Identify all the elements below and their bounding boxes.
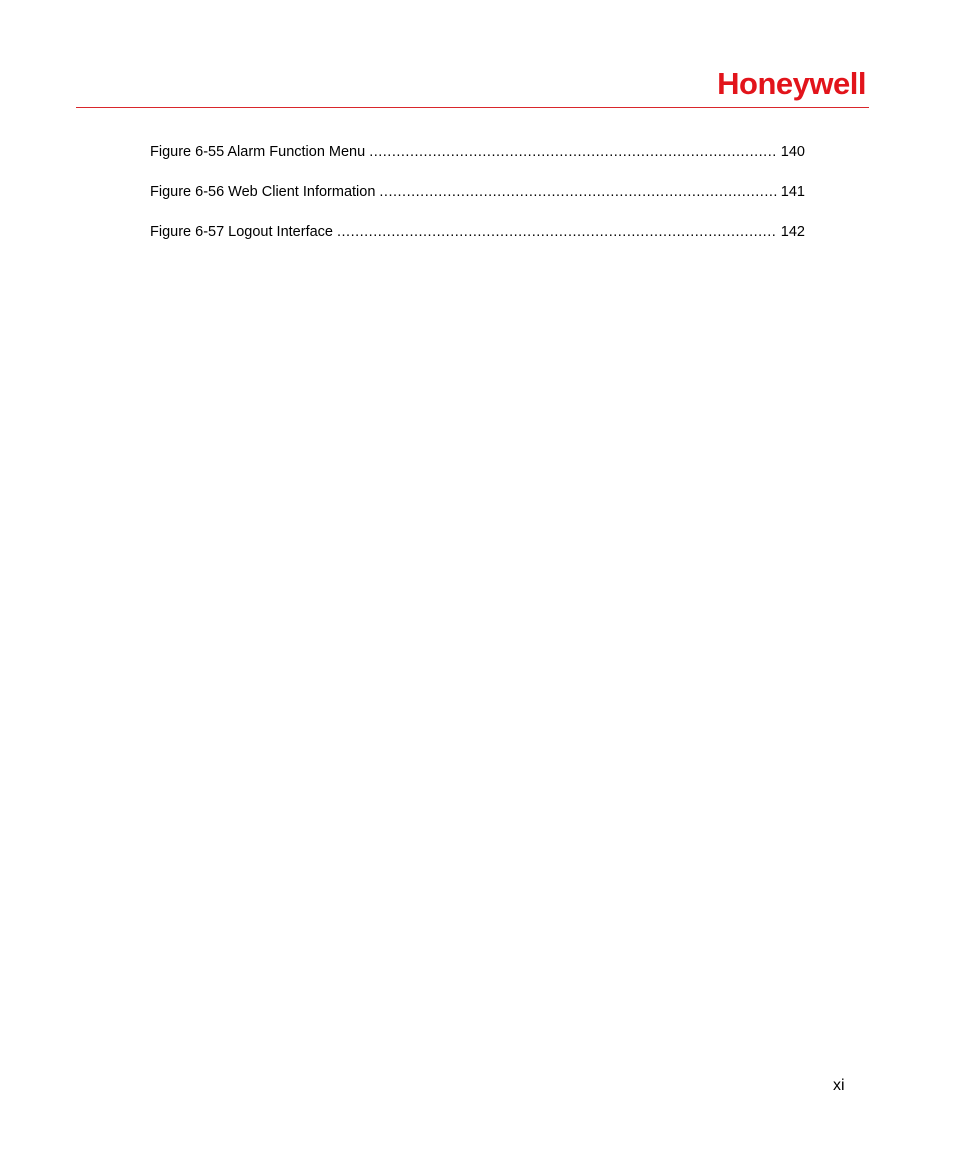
table-of-figures [150, 142, 805, 262]
header-divider [76, 107, 869, 108]
toc-leader-dots [379, 182, 776, 202]
toc-leader-dots [369, 142, 777, 162]
page-number: xi [833, 1077, 845, 1094]
toc-entry-page: 142 [780, 224, 805, 240]
honeywell-logo: Honeywell [717, 66, 866, 101]
toc-entry[interactable] [150, 142, 805, 182]
toc-entry-title: Figure 6-55 Alarm Function Menu [150, 144, 366, 160]
toc-entry-title: Figure 6-56 Web Client Information [150, 184, 376, 200]
toc-entry[interactable] [150, 182, 805, 222]
toc-entry-page: 141 [780, 184, 805, 200]
toc-entry-title: Figure 6-57 Logout Interface [150, 224, 333, 240]
toc-entry[interactable] [150, 222, 805, 262]
toc-entry-page: 140 [780, 144, 805, 160]
toc-leader-dots [337, 222, 777, 242]
